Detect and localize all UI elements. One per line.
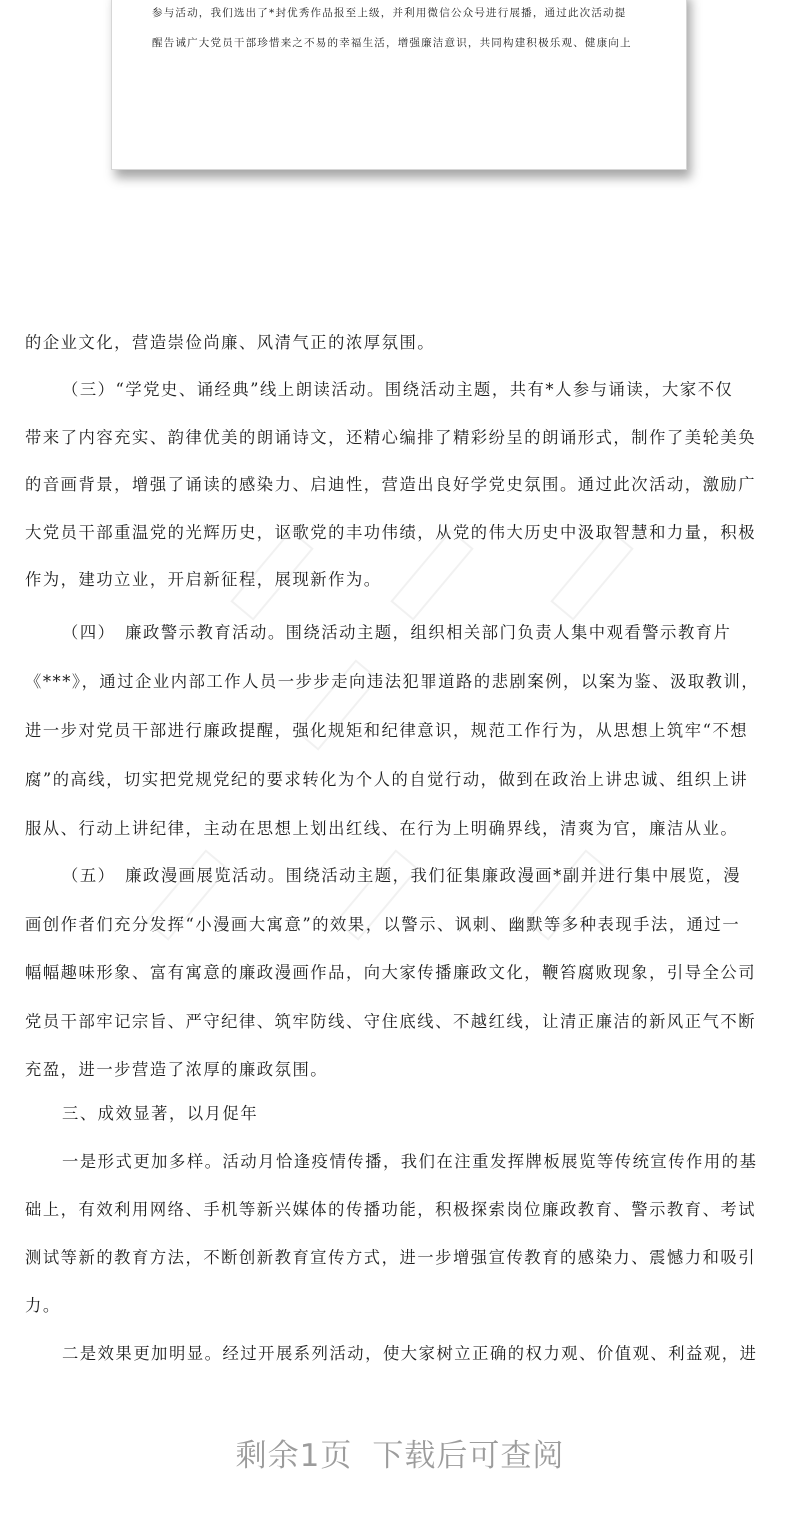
- document-line: 腐”的高线，切实把党规党纪的要求转化为个人的自觉行动，做到在政治上讲忠诚、组织上讲: [25, 770, 749, 789]
- download-hint-label: 下载后可查阅: [372, 1438, 565, 1474]
- document-line: 大党员干部重温党的光辉历史，讴歌党的丰功伟绩，从党的伟大历史中汲取智慧和力量，积极: [25, 523, 757, 542]
- preview-page-card: [111, 0, 687, 170]
- document-line: 党员干部牢记宗旨、严守纪律、筑牢防线、守住底线、不越红线，让清正廉洁的新风正气不断: [25, 1012, 757, 1031]
- document-line: 服从、行动上讲纪律，主动在思想上划出红线、在行为上明确界线，清爽为官，廉洁从业。: [25, 819, 739, 838]
- document-line: 进一步对党员干部进行廉政提醒，强化规矩和纪律意识，规范工作行为，从思想上筑牢“不想: [25, 721, 749, 740]
- document-line: 一是形式更加多样。活动月恰逢疫情传播，我们在注重发挥牌板展览等传统宣传作用的基: [62, 1152, 758, 1171]
- document-line: 画创作者们充分发挥“小漫画大寓意”的效果，以警示、讽刺、幽默等多种表现手法，通过一: [25, 915, 741, 934]
- remaining-pages-label: 剩余1页: [235, 1438, 353, 1474]
- document-line: 的企业文化，营造崇俭尚廉、风清气正的浓厚氛围。: [25, 333, 436, 352]
- card-text-line: 醒告诫广大党员干部珍惜来之不易的幸福生活，增强廉洁意识，共同构建积极乐观、健康向上: [152, 37, 632, 49]
- document-line: （五） 廉政漫画展览活动。围绕活动主题，我们征集廉政漫画*副并进行集中展览，漫: [62, 866, 742, 885]
- card-text-line: 参与活动，我们选出了*封优秀作品报至上级，并利用微信公众号进行展播，通过此次活动提: [152, 7, 627, 19]
- document-line: 测试等新的教育方法，不断创新教育宣传方式，进一步增强宣传教育的感染力、震憾力和吸引: [25, 1248, 757, 1267]
- remaining-pages-notice[interactable]: [0, 1430, 800, 1475]
- document-line: 的音画背景，增强了诵读的感染力、启迪性，营造出良好学党史氛围。通过此次活动，激励广: [25, 475, 757, 494]
- document-line: 带来了内容充实、韵律优美的朗诵诗文，还精心编排了精彩纷呈的朗诵形式，制作了美轮美奂: [25, 428, 757, 447]
- document-line: 《***》，通过企业内部工作人员一步步走向违法犯罪道路的悲剧案例，以案为鉴、汲取教训，: [25, 672, 760, 691]
- document-line: 础上，有效利用网络、手机等新兴媒体的传播功能，积极探索岗位廉政教育、警示教育、考试: [25, 1200, 757, 1219]
- document-line: 作为，建功立业，开启新征程，展现新作为。: [25, 570, 382, 589]
- document-line: （四） 廉政警示教育活动。围绕活动主题，组织相关部门负责人集中观看警示教育片: [62, 623, 732, 642]
- document-line: 幅幅趣味形象、富有寓意的廉政漫画作品，向大家传播廉政文化，鞭笞腐败现象，引导全公司: [25, 963, 757, 982]
- document-line: 力。: [25, 1296, 61, 1315]
- document-line: 二是效果更加明显。经过开展系列活动，使大家树立正确的权力观、价值观、利益观，进: [62, 1344, 758, 1363]
- section-heading: 三、成效显著，以月促年: [62, 1104, 259, 1123]
- document-line: （三）“学党史、诵经典”线上朗读活动。围绕活动主题，共有*人参与诵读，大家不仅: [62, 380, 734, 399]
- document-line: 充盈，进一步营造了浓厚的廉政氛围。: [25, 1060, 329, 1079]
